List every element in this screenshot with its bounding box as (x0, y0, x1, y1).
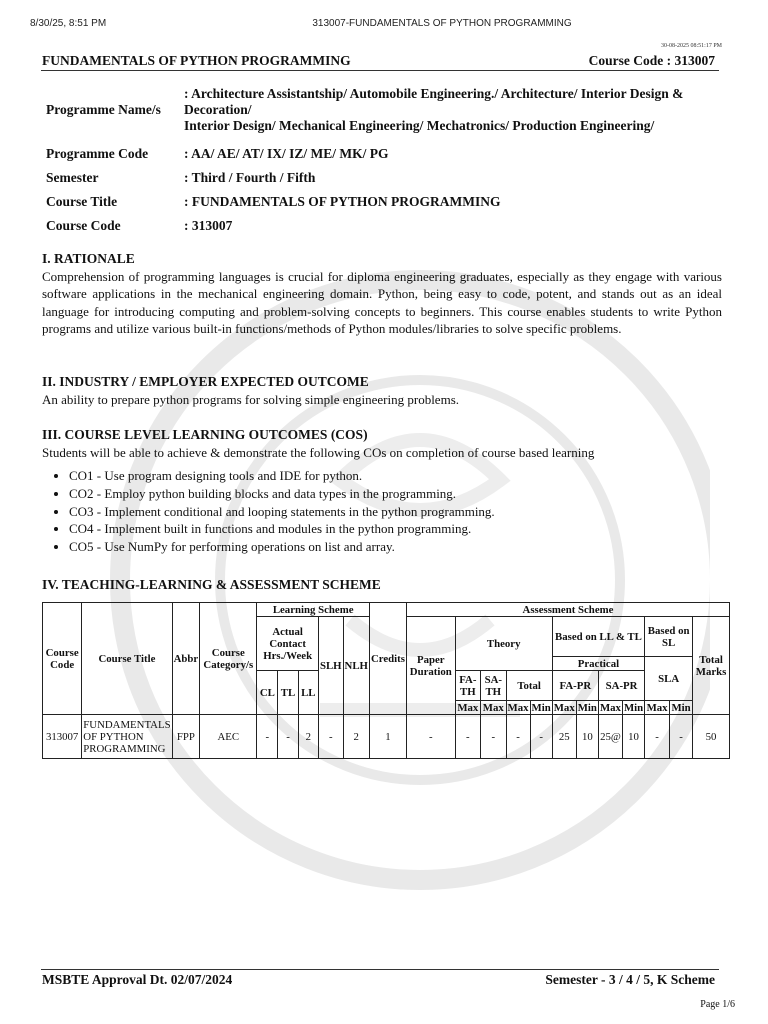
th-min: Min (577, 701, 597, 714)
th-abbr: Abbr (172, 603, 200, 715)
course-code-heading: Course Code : 313007 (588, 53, 715, 68)
cos-intro: Students will be able to achieve & demonstrate the following COs on completion of course based learning (42, 445, 595, 460)
cell-sla-max: - (645, 715, 670, 759)
cell-code: 313007 (43, 715, 82, 759)
co-item: • CO1 - Use program designing tools and IDE for python. (69, 467, 722, 485)
programme-name-label: Programme Name/s (46, 102, 161, 117)
cell-sla-min: - (670, 715, 693, 759)
th-based-ll-tl: Based on LL & TL (552, 617, 644, 657)
course-code-value: : 313007 (184, 218, 233, 233)
industry-text: An ability to prepare python programs for solving simple engineering problems. (42, 392, 459, 407)
approval-date: MSBTE Approval Dt. 02/07/2024 (42, 972, 233, 987)
th-max: Max (646, 701, 668, 714)
th-paper-duration: Paper Duration (406, 617, 455, 715)
th-total-marks: Total Marks (693, 617, 730, 715)
footer-semester: Semester - 3 / 4 / 5, K Scheme (545, 972, 715, 987)
cell-category: AEC (200, 715, 257, 759)
rationale-text: Comprehension of programming languages is crucial for diploma engineering graduates, especially as they engage with various software applications in the mechanical engineering domain. Python, being easy to code, potent, and stands out as an ideal language for introducing computing and problem-solving concepts to beginners. This course enables students to write Python programs and utilize various built-in functions/methods of Python modules/libraries to solve specific problems. (42, 269, 722, 337)
th-total: Total (506, 671, 552, 701)
cos-section (42, 427, 722, 555)
th-fa-pr: FA-PR (552, 671, 598, 701)
programme-name-value (180, 78, 722, 142)
programme-code-label: Programme Code (46, 146, 149, 161)
semester-value: : Third / Fourth / Fifth (184, 170, 316, 185)
page-number: Page 1/6 (700, 999, 735, 1010)
cell-sa-pr-max: 25@ (598, 715, 622, 759)
th-actual-contact: Actual Contact Hrs./Week (257, 617, 319, 671)
course-name-heading: FUNDAMENTALS OF PYTHON PROGRAMMING (42, 53, 351, 68)
th-sa-th: SA-TH (481, 671, 506, 701)
th-assessment-scheme: Assessment Scheme (406, 603, 729, 617)
cell-total-min: - (530, 715, 552, 759)
th-max: Max (507, 701, 529, 714)
th-max: Max (481, 701, 506, 715)
th-course-code: Course Code (43, 603, 82, 715)
co-item: • CO2 - Employ python building blocks and data types in the programming. (69, 485, 722, 503)
generated-timestamp: 30-08-2025 08:51:17 PM (660, 43, 722, 49)
co-item: • CO3 - Implement conditional and looping statements in the python programming. (69, 503, 722, 521)
cell-slh: - (318, 715, 343, 759)
cell-fa-pr-min: 10 (576, 715, 598, 759)
cell-total-marks: 50 (693, 715, 730, 759)
co-list (42, 467, 722, 555)
cos-heading: III. COURSE LEVEL LEARNING OUTCOMES (COS) (42, 427, 368, 442)
cell-abbr: FPP (172, 715, 200, 759)
cell-title: FUNDAMENTALS OF PYTHON PROGRAMMING (82, 715, 172, 759)
programme-name-value-line1: : Architecture Assistantship/ Automobile Engineering./ Architecture/ Interior Design & Decoration/ (184, 86, 684, 117)
print-title: 313007-FUNDAMENTALS OF PYTHON PROGRAMMING (312, 18, 572, 29)
course-code-label: Course Code (46, 218, 121, 233)
teaching-assessment-table (42, 602, 730, 759)
th-credits: Credits (369, 603, 406, 715)
scheme-section (42, 577, 722, 593)
cell-credits: 1 (369, 715, 406, 759)
print-header (0, 18, 768, 34)
th-min: Min (671, 701, 691, 714)
th-cl: CL (257, 671, 278, 715)
industry-heading: II. INDUSTRY / EMPLOYER EXPECTED OUTCOME (42, 374, 369, 389)
print-datetime: 8/30/25, 8:51 PM (30, 18, 107, 29)
th-sa-pr: SA-PR (598, 671, 644, 701)
cell-tl: - (278, 715, 298, 759)
th-ll: LL (298, 671, 318, 715)
rationale-heading: I. RATIONALE (42, 251, 135, 266)
cell-paper: - (406, 715, 455, 759)
th-category: Course Category/s (200, 603, 257, 715)
table-row (43, 715, 730, 759)
programme-code-value: : AA/ AE/ AT/ IX/ IZ/ ME/ MK/ PG (184, 146, 389, 161)
cell-sa-pr-min: 10 (622, 715, 644, 759)
scheme-heading: IV. TEACHING-LEARNING & ASSESSMENT SCHEME (42, 577, 381, 592)
th-min: Min (531, 701, 551, 714)
industry-section (42, 374, 722, 408)
th-learning-scheme: Learning Scheme (257, 603, 370, 617)
th-min: Min (623, 701, 644, 714)
th-max: Max (599, 701, 621, 714)
co-item: • CO5 - Use NumPy for performing operations on list and array. (69, 538, 722, 556)
page-footer (41, 969, 719, 987)
programme-info-table (42, 78, 722, 238)
course-title-value: : FUNDAMENTALS OF PYTHON PROGRAMMING (184, 194, 501, 209)
rationale-section (42, 251, 722, 338)
cell-fa-th-max: - (455, 715, 480, 759)
semester-label: Semester (46, 170, 99, 185)
cell-fa-pr-max: 25 (552, 715, 576, 759)
title-bar (41, 53, 719, 71)
th-max: Max (455, 701, 480, 715)
programme-name-value-line2: Interior Design/ Mechanical Engineering/ Mechatronics/ Production Engineering/ (184, 118, 655, 133)
co-item: • CO4 - Implement built in functions and modules in the python programming. (69, 520, 722, 538)
cell-sa-th-max: - (481, 715, 506, 759)
th-practical: Practical (552, 657, 644, 671)
cell-ll: 2 (298, 715, 318, 759)
cell-cl: - (257, 715, 278, 759)
cell-nlh: 2 (343, 715, 369, 759)
th-nlh: NLH (343, 617, 369, 715)
th-sla: SLA (645, 657, 693, 701)
th-based-sl: Based on SL (645, 617, 693, 657)
th-theory: Theory (455, 617, 552, 671)
th-fa-th: FA-TH (455, 671, 480, 701)
th-course-title: Course Title (82, 603, 172, 715)
th-max: Max (553, 701, 575, 714)
th-slh: SLH (318, 617, 343, 715)
cell-total-max: - (506, 715, 530, 759)
course-title-label: Course Title (46, 194, 118, 209)
th-tl: TL (278, 671, 298, 715)
